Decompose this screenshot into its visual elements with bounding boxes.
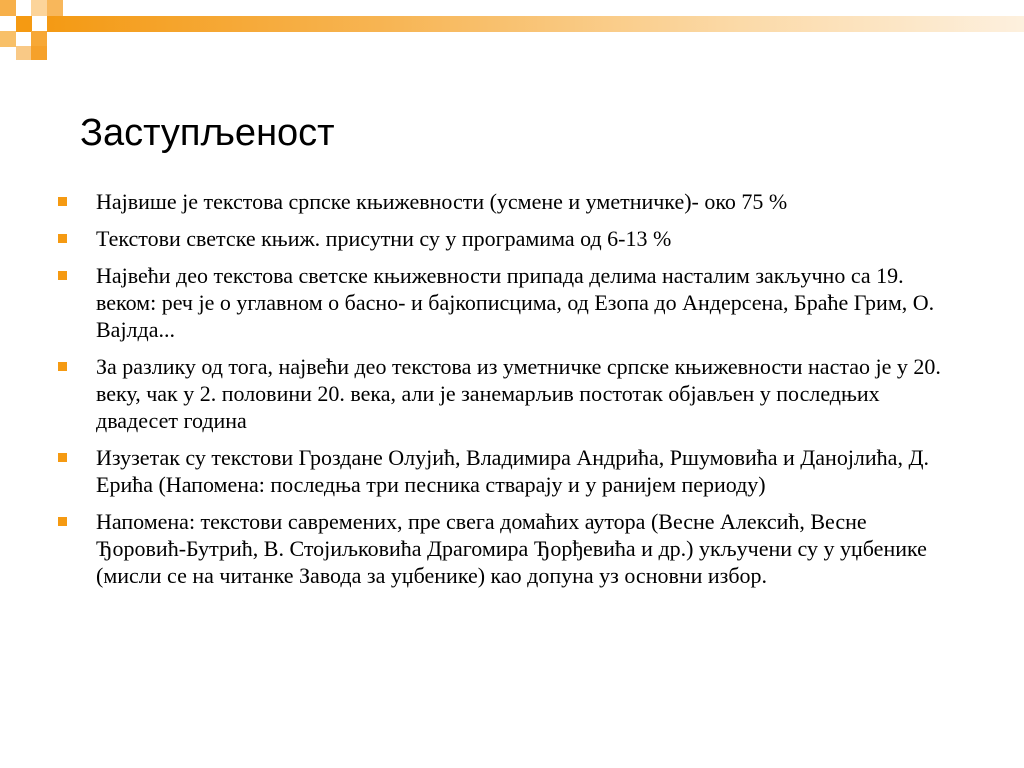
square-bullet-icon <box>58 234 67 243</box>
bullet-item <box>58 225 958 252</box>
bullet-item <box>58 262 958 343</box>
decor-square <box>47 0 63 16</box>
header-gradient-band <box>47 16 1024 32</box>
bullet-item <box>58 353 958 434</box>
decor-square <box>0 31 16 47</box>
square-bullet-icon <box>58 197 67 206</box>
decor-square <box>16 16 32 32</box>
square-bullet-icon <box>58 362 67 371</box>
decor-square <box>31 0 47 16</box>
square-bullet-icon <box>58 271 67 280</box>
bullet-item <box>58 188 958 215</box>
bullet-item <box>58 508 958 589</box>
bullet-text: Највише је текстова српске књижевности (усмене и уметничке)- око 75 % <box>96 189 788 214</box>
bullet-list <box>58 188 958 599</box>
bullet-item <box>58 444 958 498</box>
slide-title: Заступљеност <box>80 112 335 154</box>
square-bullet-icon <box>58 453 67 462</box>
bullet-text: За разлику од тога, највећи део текстова из уметничке српске књижевности настао је у 20. веку, чак у 2. половини 20. века, али је занемарљив постотак објављен у последњих двадесет година <box>96 354 941 433</box>
decor-square <box>31 46 47 60</box>
decor-square <box>31 31 47 47</box>
bullet-text: Највећи део текстова светске књижевности припада делима насталим закључно са 19. веком: реч је о углавном о басно- и бајкописцима, од Езопа до Андерсена, Браће Грим, О. Вајлда... <box>96 263 935 342</box>
bullet-text: Текстови светске књиж. присутни су у програмима од 6-13 % <box>96 226 672 251</box>
decor-square <box>16 46 32 60</box>
square-bullet-icon <box>58 517 67 526</box>
decor-square <box>0 0 16 16</box>
bullet-text: Изузетак су текстови Гроздане Олујић, Владимира Андрића, Ршумовића и Данојлића, Д. Ерића (Напомена: последња три песника стварају и у ранијем периоду) <box>96 445 929 497</box>
bullet-text: Напомена: текстови савремених, пре свега домаћих аутора (Весне Алексић, Весне Ђоровић-Бутрић, В. Стојиљковића Драгомира Ђорђевића и др.) укључени су у уџбенике (мисли се на читанке Завода за уџбенике) као допуна уз основни избор. <box>96 509 927 588</box>
